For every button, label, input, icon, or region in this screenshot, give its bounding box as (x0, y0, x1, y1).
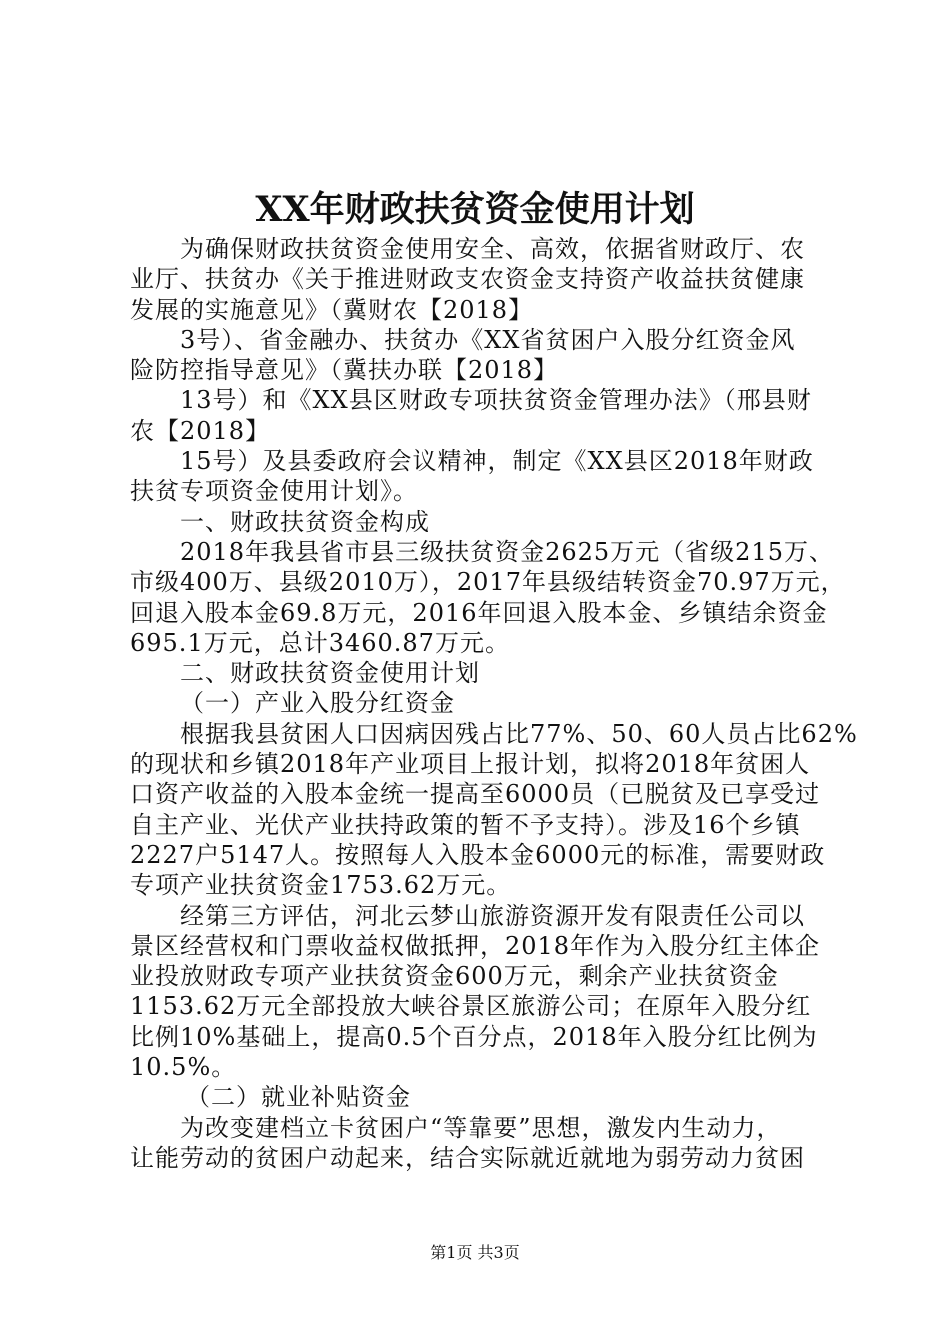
paragraph-line: 695.1万元，总计3460.87万元。 (130, 628, 510, 657)
subsection-heading: （一）产业入股分红资金 (180, 689, 455, 718)
paragraph-line: 2018年我县省市县三级扶贫资金2625万元（省级215万、 (180, 537, 834, 566)
paragraph-line: 口资产收益的入股本金统一提高至6000员（已脱贫及已享受过 (130, 780, 821, 809)
paragraph-line: 自主产业、光伏产业扶持政策的暂不予支持）。涉及16个乡镇 (130, 810, 801, 839)
paragraph-line: 2227户5147人。按照每人入股本金6000元的标准，需要财政 (130, 840, 826, 869)
section-heading: 二、财政扶贫资金使用计划 (180, 659, 480, 688)
paragraph-line: 农【2018】 (130, 416, 271, 445)
paragraph-line: 扶贫专项资金使用计划》。 (130, 477, 418, 506)
paragraph-line: 1153.62万元全部投放大峡谷景区旅游公司；在原年入股分红 (130, 992, 812, 1021)
subsection-heading: （二）就业补贴资金 (186, 1083, 411, 1112)
paragraph-line: 险防控指导意见》（冀扶办联【2018】 (130, 356, 559, 385)
section-heading: 一、财政扶贫资金构成 (180, 507, 430, 536)
page-number-footer: 第1页 共3页 (430, 1243, 520, 1262)
paragraph-line: 的现状和乡镇2018年产业项目上报计划，拟将2018年贫困人 (130, 750, 811, 779)
paragraph-line: 业厅、扶贫办《关于推进财政支农资金支持资产收益扶贫健康 (130, 265, 805, 294)
paragraph-line: 为确保财政扶贫资金使用安全、高效，依据省财政厅、农 (180, 235, 805, 263)
paragraph-line: 根据我县贫困人口因病因残占比77%、50、60人员占比62% (180, 719, 858, 748)
paragraph-line: 经第三方评估，河北云梦山旅游资源开发有限责任公司以 (180, 901, 805, 930)
paragraph-line: 市级400万、县级2010万），2017年县级结转资金70.97万元， (130, 568, 846, 597)
paragraph-line: 发展的实施意见》（冀财农【2018】 (130, 295, 534, 324)
paragraph-line: 比例10%基础上，提高0.5个百分点，2018年入股分红比例为 (130, 1022, 818, 1051)
paragraph-line: 景区经营权和门票收益权做抵押，2018年作为入股分红主体企 (130, 931, 821, 960)
paragraph-line: 10.5%。 (130, 1053, 237, 1082)
paragraph-line: 专项产业扶贫资金1753.62万元。 (130, 871, 512, 900)
paragraph-line: 3号）、省金融办、扶贫办《XX省贫困户入股分红资金风 (180, 325, 796, 354)
document-body (130, 234, 858, 1173)
document-title: XX年财政扶贫资金使用计划 (255, 189, 695, 230)
paragraph-line: 业投放财政专项产业扶贫资金600万元，剩余产业扶贫资金 (130, 962, 779, 991)
paragraph-line: 13号）和《XX县区财政专项扶贫资金管理办法》（邢县财 (180, 386, 812, 415)
paragraph-line: 回退入股本金69.8万元，2016年回退入股本金、乡镇结余资金 (130, 598, 828, 627)
paragraph-line: 为改变建档立卡贫困户“等靠要”思想，激发内生动力， (180, 1113, 782, 1142)
paragraph-line: 让能劳动的贫困户动起来，结合实际就近就地为弱劳动力贫困 (130, 1143, 805, 1172)
paragraph-line: 15号）及县委政府会议精神，制定《XX县区2018年财政 (180, 447, 814, 476)
